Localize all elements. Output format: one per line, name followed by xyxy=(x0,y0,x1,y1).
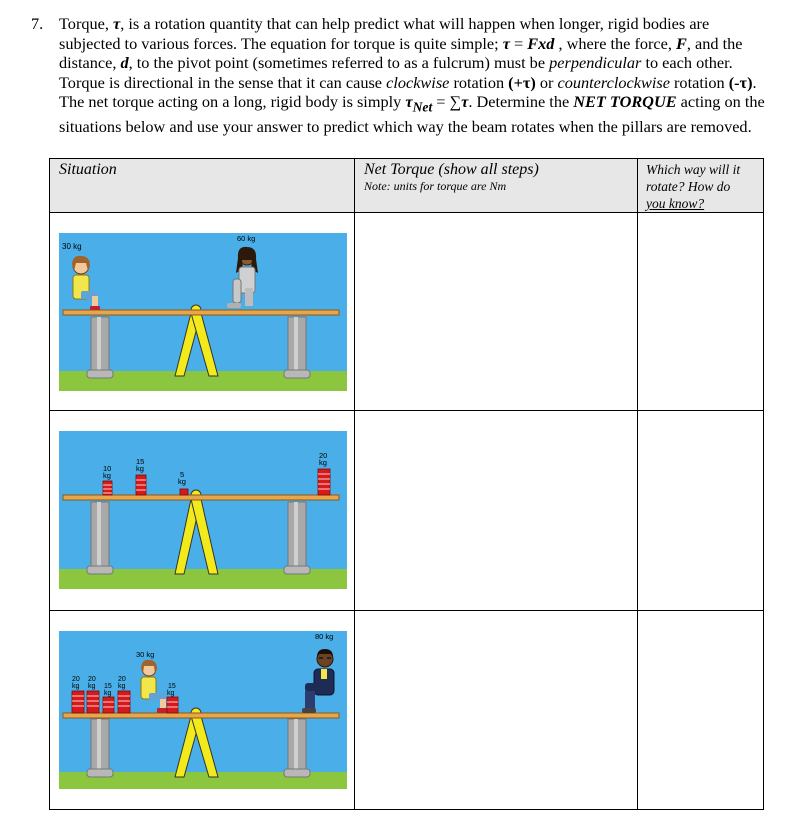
net-torque-answer-cell-3[interactable] xyxy=(355,611,638,810)
weight-15kg-label-number: 15 xyxy=(136,457,145,466)
situation-cell-2 xyxy=(50,411,355,611)
weight-5kg-label-number: 5 xyxy=(180,470,185,479)
beam xyxy=(63,495,339,500)
weight-20kg-a xyxy=(72,691,84,713)
weight-5kg xyxy=(180,489,188,495)
weight-20kg xyxy=(318,469,330,495)
weight-15kg-c xyxy=(103,697,114,713)
weight-15kg xyxy=(136,475,146,495)
table-row xyxy=(50,411,764,611)
weight-e-label-number: 15 xyxy=(168,683,176,690)
weight-d-label-unit: kg xyxy=(118,683,126,690)
weight-20kg-label-unit: kg xyxy=(319,458,327,467)
beam xyxy=(63,310,339,315)
weight-15kg-label-unit: kg xyxy=(136,464,144,473)
weight-10kg xyxy=(103,481,112,495)
table-row xyxy=(50,611,764,810)
weight-10kg-label-unit: kg xyxy=(103,471,111,480)
question-text: Torque, τ, is a rotation quantity that can help predict what will happen when longer, rigid bodies are subjected to various forces. The equation for torque is quite simple; τ = Fxd , where the force, F, and the distance, d, to the pivot point (sometimes referred to as a fulcrum) must be perpendicular to each other. Torque is directional in the sense that it can cause clockwise rotation (+τ) or counterclockwise rotation (-τ). The net torque acting on a long, rigid body is simply $\tau_{Net} = \sum\tau$. Determine the NET TORQUE acting on the situations below and use your answer to predict which way the beam rotates when the pillars are removed. xyxy=(59,14,765,137)
weight-b-label-unit: kg xyxy=(88,683,96,690)
weight-20kg-label-number: 20 xyxy=(319,451,328,460)
girl-label: 30 kg xyxy=(136,650,155,659)
weight-a-label-unit: kg xyxy=(72,683,80,690)
seesaw-scene-1 xyxy=(59,233,347,391)
net-torque-answer-cell-1[interactable] xyxy=(355,213,638,411)
rotation-answer-cell-2[interactable] xyxy=(638,411,764,611)
question-7 xyxy=(31,14,771,137)
seesaw-scene-2 xyxy=(59,431,347,589)
boy-label: 80 kg xyxy=(315,632,334,641)
weight-10kg-label-number: 10 xyxy=(103,464,112,473)
scene1-left-label: 30 kg xyxy=(62,242,82,251)
table-header-row xyxy=(50,159,764,213)
weight-a-label-number: 20 xyxy=(72,676,80,683)
header-net-torque: Net Torque (show all steps) Note: units for torque are Nm xyxy=(355,159,638,213)
rotation-answer-cell-1[interactable] xyxy=(638,213,764,411)
weight-20kg-b xyxy=(87,691,99,713)
right-pillar xyxy=(284,719,310,777)
weight-d-label-number: 20 xyxy=(118,676,126,683)
left-pillar xyxy=(87,317,113,378)
right-pillar xyxy=(284,317,310,378)
weight-5kg-label-unit: kg xyxy=(178,477,186,486)
situation-cell-1 xyxy=(50,213,355,411)
question-number: 7. xyxy=(31,14,44,33)
net-torque-answer-cell-2[interactable] xyxy=(355,411,638,611)
beam xyxy=(63,713,339,718)
weight-b-label-number: 20 xyxy=(88,676,96,683)
situation-cell-3 xyxy=(50,611,355,810)
right-pillar xyxy=(284,502,310,574)
seesaw-scene-3 xyxy=(59,631,347,789)
rotation-answer-cell-3[interactable] xyxy=(638,611,764,810)
scene1-right-label: 60 kg xyxy=(237,234,256,243)
header-rotation: Which way will it rotate? How do you know? xyxy=(638,159,764,213)
left-pillar xyxy=(87,502,113,574)
weight-c-label-unit: kg xyxy=(104,690,112,697)
weight-c-label-number: 15 xyxy=(104,683,112,690)
weight-e-label-unit: kg xyxy=(167,690,175,697)
left-pillar xyxy=(87,719,113,777)
worksheet-table xyxy=(49,158,764,810)
header-situation: Situation xyxy=(50,159,355,213)
weight-15kg-e xyxy=(167,697,178,713)
table-row xyxy=(50,213,764,411)
weight-20kg-d xyxy=(118,691,130,713)
